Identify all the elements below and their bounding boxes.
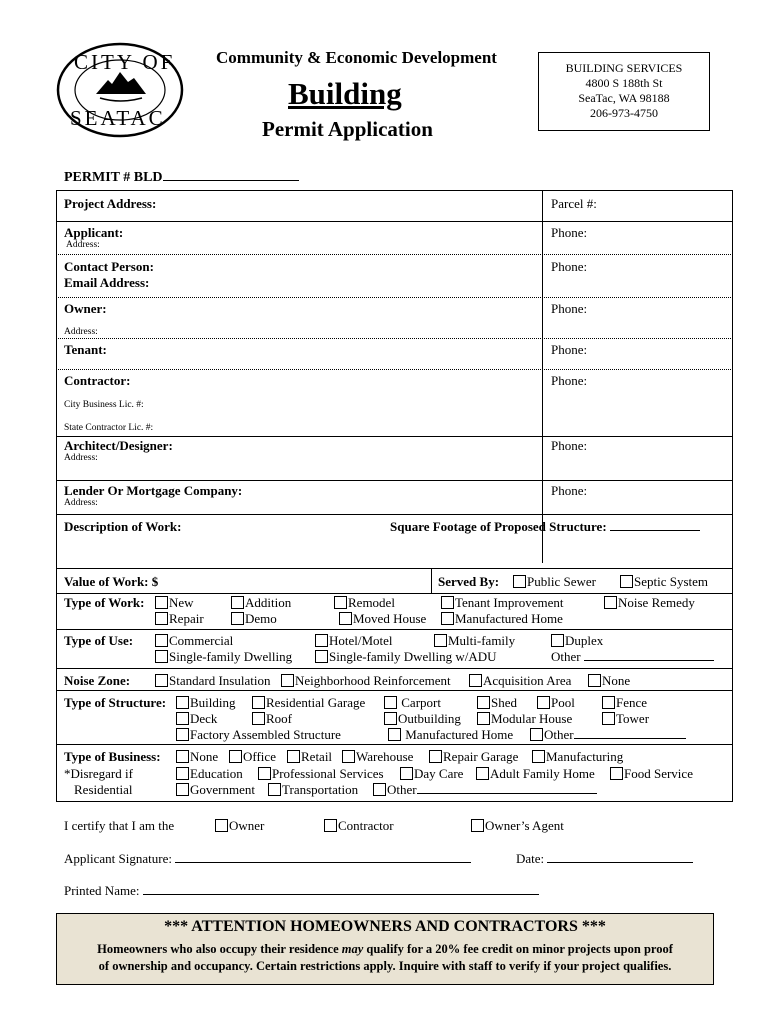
option-label: Food Service bbox=[624, 766, 693, 781]
checkbox[interactable] bbox=[176, 712, 189, 725]
work-new[interactable] bbox=[155, 595, 194, 611]
checkbox[interactable] bbox=[281, 674, 294, 687]
option-label: Commercial bbox=[169, 633, 234, 648]
checkbox[interactable] bbox=[155, 650, 168, 663]
option-label: Transportation bbox=[282, 782, 359, 797]
value-of-work-label: Value of Work: $ bbox=[64, 574, 159, 589]
divider bbox=[56, 254, 733, 255]
work-moved-house[interactable] bbox=[339, 611, 426, 627]
divider bbox=[56, 221, 733, 222]
option-label: Professional Services bbox=[272, 766, 384, 781]
divider bbox=[542, 190, 543, 563]
checkbox[interactable] bbox=[231, 612, 244, 625]
checkbox[interactable] bbox=[287, 750, 300, 763]
checkbox[interactable] bbox=[315, 634, 328, 647]
struct-modular-house[interactable] bbox=[477, 711, 572, 727]
biz-office[interactable] bbox=[229, 749, 276, 765]
signature-field[interactable] bbox=[64, 851, 471, 867]
use-commercial[interactable] bbox=[155, 633, 233, 649]
struct-residential-garage[interactable] bbox=[252, 695, 365, 711]
divider bbox=[56, 568, 733, 569]
checkbox[interactable] bbox=[477, 696, 490, 709]
sqft-label-text: Square Footage of Proposed Structure: bbox=[390, 519, 607, 534]
services-phone: 206-973-4750 bbox=[590, 106, 658, 120]
use-multi-family[interactable] bbox=[434, 633, 515, 649]
owner-phone-label: Phone: bbox=[551, 301, 588, 316]
parcel-label: Parcel #: bbox=[551, 196, 597, 211]
option-label: Adult Family Home bbox=[490, 766, 595, 781]
services-name: BUILDING SERVICES bbox=[565, 61, 683, 75]
printed-name-field[interactable] bbox=[64, 883, 539, 899]
checkbox[interactable] bbox=[441, 612, 454, 625]
disregard-note-1: *Disregard if bbox=[64, 766, 133, 781]
architect-address-label: Address: bbox=[64, 453, 98, 463]
checkbox[interactable] bbox=[602, 712, 615, 725]
type-of-use-label: Type of Use: bbox=[64, 633, 134, 648]
certify-contractor[interactable] bbox=[324, 818, 394, 834]
fill-in-line[interactable] bbox=[584, 650, 714, 661]
checkbox[interactable] bbox=[477, 712, 490, 725]
checkbox[interactable] bbox=[258, 767, 271, 780]
checkbox[interactable] bbox=[176, 696, 189, 709]
checkbox[interactable] bbox=[434, 634, 447, 647]
attention-text-part: may bbox=[341, 942, 364, 956]
noise-standard-insulation[interactable] bbox=[155, 673, 270, 689]
biz-government[interactable] bbox=[176, 782, 255, 798]
checkbox[interactable] bbox=[604, 596, 617, 609]
struct-roof[interactable] bbox=[252, 711, 292, 727]
lender-phone-label: Phone: bbox=[551, 483, 588, 498]
biz-none[interactable] bbox=[176, 749, 218, 765]
option-label: Office bbox=[243, 749, 276, 764]
logo-text-bottom: SEATAC bbox=[70, 106, 166, 130]
work-manufactured-home[interactable] bbox=[441, 611, 563, 627]
checkbox[interactable] bbox=[469, 674, 482, 687]
checkbox[interactable] bbox=[231, 596, 244, 609]
option-label: Hotel/Motel bbox=[329, 633, 393, 648]
checkbox[interactable] bbox=[476, 767, 489, 780]
tenant-phone-label: Phone: bbox=[551, 342, 588, 357]
lender-label: Lender Or Mortgage Company: bbox=[64, 483, 243, 498]
city-license-label: City Business Lic. #: bbox=[64, 400, 144, 410]
printed-name-label: Printed Name: bbox=[64, 883, 140, 898]
permit-label: PERMIT # BLD bbox=[64, 170, 163, 185]
option-label: Fence bbox=[616, 695, 648, 710]
option-label: Multi-family bbox=[448, 633, 516, 648]
option-label: Outbuilding bbox=[398, 711, 461, 726]
option-label: Manufacturing bbox=[546, 749, 624, 764]
checkbox[interactable] bbox=[429, 750, 442, 763]
checkbox[interactable] bbox=[400, 767, 413, 780]
sqft-label[interactable] bbox=[390, 519, 700, 535]
checkbox[interactable] bbox=[176, 767, 189, 780]
checkbox[interactable] bbox=[384, 712, 397, 725]
struct-shed[interactable] bbox=[477, 695, 517, 711]
checkbox[interactable] bbox=[324, 819, 337, 832]
checkbox[interactable] bbox=[441, 596, 454, 609]
option-label: Standard Insulation bbox=[169, 673, 271, 688]
biz-food-service[interactable] bbox=[610, 766, 693, 782]
checkbox[interactable] bbox=[155, 596, 168, 609]
struct-factory-assembled[interactable] bbox=[176, 727, 341, 743]
struct-tower[interactable] bbox=[602, 711, 649, 727]
noise-zone-label: Noise Zone: bbox=[64, 673, 131, 688]
checkbox[interactable] bbox=[252, 712, 265, 725]
option-label: Manufactured Home bbox=[455, 611, 563, 626]
divider bbox=[56, 338, 733, 339]
option-label: New bbox=[169, 595, 194, 610]
option-label: Tenant Improvement bbox=[455, 595, 564, 610]
divider bbox=[56, 297, 733, 298]
struct-deck[interactable] bbox=[176, 711, 217, 727]
checkbox[interactable] bbox=[229, 750, 242, 763]
struct-pool[interactable] bbox=[537, 695, 575, 711]
biz-warehouse[interactable] bbox=[342, 749, 413, 765]
checkbox[interactable] bbox=[155, 674, 168, 687]
option-label: Demo bbox=[245, 611, 277, 626]
architect-phone-label: Phone: bbox=[551, 438, 588, 453]
option-label: Addition bbox=[245, 595, 292, 610]
lender-address-label: Address: bbox=[64, 498, 98, 508]
option-label: Public Sewer bbox=[527, 574, 596, 589]
option-label: Building bbox=[190, 695, 236, 710]
contact-phone-label: Phone: bbox=[551, 259, 588, 274]
work-demo[interactable] bbox=[231, 611, 277, 627]
use-hotel-motel[interactable] bbox=[315, 633, 393, 649]
option-label: Single-family Dwelling w/ADU bbox=[329, 649, 497, 664]
biz-other[interactable] bbox=[373, 782, 597, 798]
biz-professional-services[interactable] bbox=[258, 766, 384, 782]
option-label: Repair bbox=[169, 611, 204, 626]
biz-adult-family-home[interactable] bbox=[476, 766, 595, 782]
page-title: Building bbox=[288, 76, 402, 111]
project-address-label: Project Address: bbox=[64, 196, 157, 211]
checkbox[interactable] bbox=[252, 696, 265, 709]
certify-lead: I certify that I am the bbox=[64, 818, 175, 833]
use-single-family-adu[interactable] bbox=[315, 649, 497, 665]
use-duplex[interactable] bbox=[551, 633, 603, 649]
option-label: Warehouse bbox=[356, 749, 414, 764]
biz-transportation[interactable] bbox=[268, 782, 358, 798]
divider bbox=[56, 629, 733, 630]
contractor-label: Contractor: bbox=[64, 373, 131, 388]
checkbox[interactable] bbox=[384, 696, 397, 709]
certify-owners-agent[interactable] bbox=[471, 818, 564, 834]
checkbox[interactable] bbox=[268, 783, 281, 796]
struct-carport[interactable] bbox=[384, 695, 441, 711]
checkbox[interactable] bbox=[530, 728, 543, 741]
services-box bbox=[538, 52, 710, 131]
divider bbox=[56, 436, 733, 437]
contact-person-label: Contact Person: bbox=[64, 259, 154, 274]
type-of-work-label: Type of Work: bbox=[64, 595, 145, 610]
divider bbox=[56, 668, 733, 669]
owner-address-label: Address: bbox=[64, 327, 98, 337]
option-label: Contractor bbox=[338, 818, 394, 833]
checkbox[interactable] bbox=[155, 634, 168, 647]
option-label: None bbox=[190, 749, 219, 764]
option-label: Remodel bbox=[348, 595, 395, 610]
attention-text-2: of ownership and occupancy. Certain restrictions apply. Inquire with staff to verify if your project qualifies. bbox=[98, 959, 672, 973]
noise-acquisition-area[interactable] bbox=[469, 673, 571, 689]
checkbox[interactable] bbox=[471, 819, 484, 832]
option-label: Carport bbox=[401, 695, 441, 710]
divider bbox=[56, 690, 733, 691]
option-label: Single-family Dwelling bbox=[169, 649, 293, 664]
option-label: Other bbox=[551, 649, 581, 664]
option-label: Pool bbox=[551, 695, 575, 710]
option-label: Owner bbox=[229, 818, 265, 833]
checkbox[interactable] bbox=[513, 575, 526, 588]
served-septic-system[interactable] bbox=[620, 574, 708, 590]
checkbox[interactable] bbox=[373, 783, 386, 796]
option-label: Manufactured Home bbox=[405, 727, 514, 742]
option-label: Government bbox=[190, 782, 255, 797]
fill-in-line[interactable] bbox=[610, 520, 700, 531]
disregard-note-2: Residential bbox=[74, 782, 133, 797]
checkbox[interactable] bbox=[176, 750, 189, 763]
option-label: Deck bbox=[190, 711, 218, 726]
struct-building[interactable] bbox=[176, 695, 236, 711]
checkbox[interactable] bbox=[620, 575, 633, 588]
biz-day-care[interactable] bbox=[400, 766, 463, 782]
noise-none[interactable] bbox=[588, 673, 630, 689]
biz-education[interactable] bbox=[176, 766, 243, 782]
option-label: Tower bbox=[616, 711, 650, 726]
attention-text-part: qualify for a 20% fee credit on minor projects upon proof bbox=[363, 942, 673, 956]
fill-in-line[interactable] bbox=[574, 728, 686, 739]
date-field[interactable] bbox=[516, 851, 693, 867]
attention-text-part: Homeowners who also occupy their residence bbox=[97, 942, 342, 956]
architect-label: Architect/Designer: bbox=[64, 438, 173, 453]
option-label: Noise Remedy bbox=[618, 595, 695, 610]
work-tenant-improvement[interactable] bbox=[441, 595, 563, 611]
tenant-label: Tenant: bbox=[64, 342, 107, 357]
option-label: Neighborhood Reinforcement bbox=[295, 673, 451, 688]
option-label: Septic System bbox=[634, 574, 709, 589]
option-label: Factory Assembled Structure bbox=[190, 727, 341, 742]
checkbox[interactable] bbox=[339, 612, 352, 625]
type-of-structure-label: Type of Structure: bbox=[64, 695, 167, 710]
biz-manufacturing[interactable] bbox=[532, 749, 623, 765]
option-label: Other bbox=[544, 727, 574, 742]
checkbox[interactable] bbox=[334, 596, 347, 609]
option-label: Retail bbox=[301, 749, 333, 764]
option-label: Modular House bbox=[491, 711, 573, 726]
attention-text-1 bbox=[57, 942, 713, 957]
type-of-business-label: Type of Business: bbox=[64, 749, 161, 764]
checkbox[interactable] bbox=[315, 650, 328, 663]
permit-number-field[interactable] bbox=[64, 170, 299, 186]
work-noise-remedy[interactable] bbox=[604, 595, 695, 611]
applicant-address-label: Address: bbox=[66, 240, 100, 250]
fill-in-line[interactable] bbox=[175, 852, 471, 863]
certify-owner[interactable] bbox=[215, 818, 264, 834]
owner-label: Owner: bbox=[64, 301, 107, 316]
served-by-label: Served By: bbox=[438, 574, 500, 589]
email-label: Email Address: bbox=[64, 275, 150, 290]
option-label: None bbox=[602, 673, 631, 688]
checkbox[interactable] bbox=[155, 612, 168, 625]
checkbox[interactable] bbox=[388, 728, 401, 741]
option-label: Shed bbox=[491, 695, 517, 710]
struct-other[interactable] bbox=[530, 727, 686, 743]
attention-box bbox=[56, 913, 714, 985]
served-public-sewer[interactable] bbox=[513, 574, 596, 590]
work-repair[interactable] bbox=[155, 611, 204, 627]
biz-retail[interactable] bbox=[287, 749, 332, 765]
divider bbox=[56, 514, 733, 515]
struct-fence[interactable] bbox=[602, 695, 647, 711]
option-label: Repair Garage bbox=[443, 749, 519, 764]
contractor-phone-label: Phone: bbox=[551, 373, 588, 388]
struct-manufactured-home[interactable] bbox=[388, 727, 513, 743]
services-street: 4800 S 188th St bbox=[585, 76, 663, 90]
checkbox[interactable] bbox=[215, 819, 228, 832]
applicant-phone-label: Phone: bbox=[551, 225, 588, 240]
checkbox[interactable] bbox=[532, 750, 545, 763]
divider bbox=[56, 480, 733, 481]
fill-in-line[interactable] bbox=[417, 783, 597, 794]
services-city: SeaTac, WA 98188 bbox=[578, 91, 670, 105]
divider bbox=[431, 568, 432, 593]
checkbox[interactable] bbox=[176, 783, 189, 796]
fill-in-line[interactable] bbox=[547, 852, 693, 863]
option-label: Duplex bbox=[565, 633, 604, 648]
use-other[interactable] bbox=[551, 649, 714, 665]
option-label: Acquisition Area bbox=[483, 673, 572, 688]
divider bbox=[56, 744, 733, 745]
checkbox[interactable] bbox=[342, 750, 355, 763]
checkbox[interactable] bbox=[551, 634, 564, 647]
checkbox[interactable] bbox=[588, 674, 601, 687]
work-remodel[interactable] bbox=[334, 595, 395, 611]
logo-text-top: CITY OF bbox=[74, 50, 176, 74]
checkbox[interactable] bbox=[537, 696, 550, 709]
signature-label: Applicant Signature: bbox=[64, 851, 172, 866]
option-label: Other bbox=[387, 782, 417, 797]
fill-in-line[interactable] bbox=[143, 884, 539, 895]
noise-neighborhood-reinforcement[interactable] bbox=[281, 673, 451, 689]
date-label: Date: bbox=[516, 851, 545, 866]
biz-repair-garage[interactable] bbox=[429, 749, 518, 765]
option-label: Roof bbox=[266, 711, 292, 726]
checkbox[interactable] bbox=[610, 767, 623, 780]
option-label: Day Care bbox=[414, 766, 464, 781]
checkbox[interactable] bbox=[176, 728, 189, 741]
applicant-label: Applicant: bbox=[64, 225, 124, 240]
option-label: Residential Garage bbox=[266, 695, 366, 710]
state-license-label: State Contractor Lic. #: bbox=[64, 423, 154, 433]
divider bbox=[56, 593, 733, 594]
fill-in-line[interactable] bbox=[163, 170, 299, 181]
struct-outbuilding[interactable] bbox=[384, 711, 461, 727]
page-subtitle: Permit Application bbox=[262, 117, 433, 141]
department-title: Community & Economic Development bbox=[216, 48, 497, 67]
option-label: Owner’s Agent bbox=[485, 818, 564, 833]
checkbox[interactable] bbox=[602, 696, 615, 709]
attention-title: *** ATTENTION HOMEOWNERS AND CONTRACTORS *** bbox=[164, 918, 606, 935]
work-addition[interactable] bbox=[231, 595, 291, 611]
option-label: Moved House bbox=[353, 611, 427, 626]
divider bbox=[56, 369, 733, 370]
description-label: Description of Work: bbox=[64, 519, 182, 534]
option-label: Education bbox=[190, 766, 243, 781]
use-single-family[interactable] bbox=[155, 649, 292, 665]
